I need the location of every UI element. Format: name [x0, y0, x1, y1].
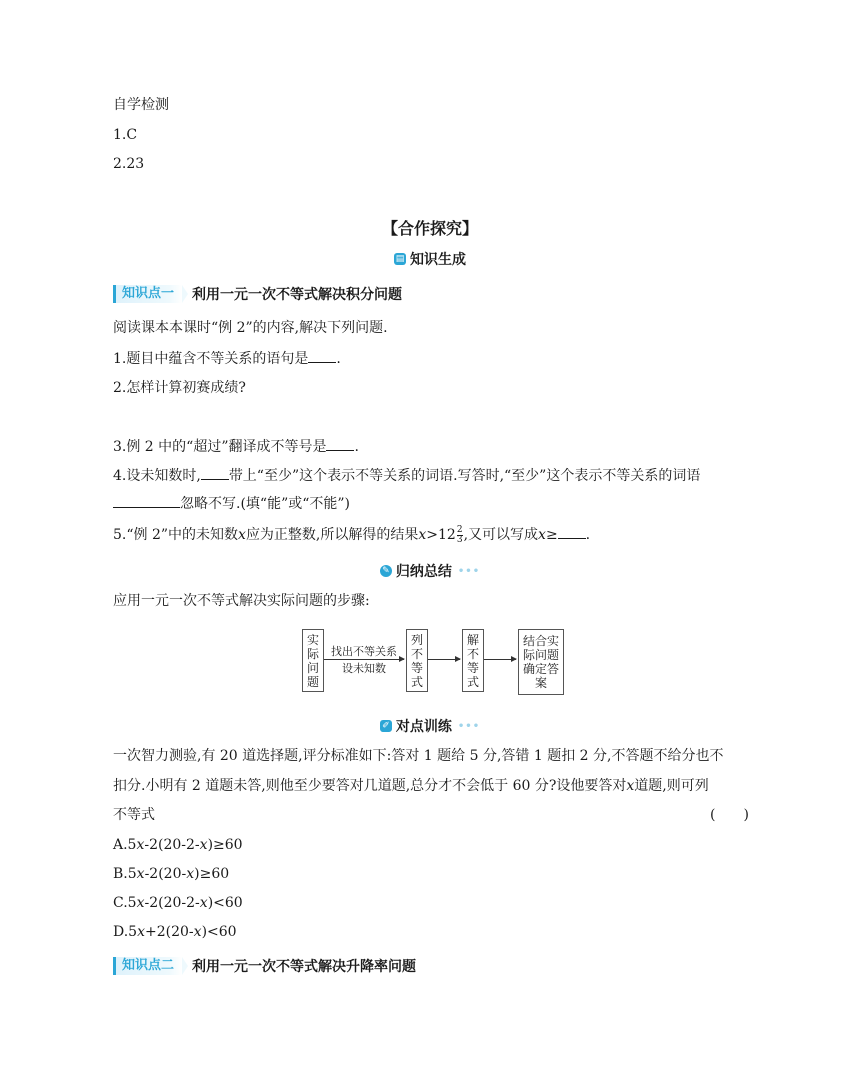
q4-blank-1[interactable]	[201, 465, 229, 480]
flow-arrow-3	[484, 659, 516, 660]
q4-blank-2[interactable]	[113, 493, 180, 508]
answer-1: 1.C	[113, 127, 138, 143]
q4-b: 带上“至少”这个表示不等关系的词语.写答时,“至少”这个表示不等关系的词语	[228, 468, 701, 484]
knowledge-point-2	[113, 955, 416, 977]
q5-b: 应为正整数,所以解得的结果	[245, 527, 419, 543]
flow-step-write-inequality: 列 不 等 式	[406, 629, 428, 692]
practice-heading	[0, 716, 860, 736]
q3-text: 3.例 2 中的“超过”翻译成不等号是	[113, 439, 327, 455]
flow-arrow-2	[428, 659, 460, 660]
summary-text: 应用一元一次不等式解决实际问题的步骤:	[113, 593, 370, 609]
kp1-intro: 阅读课本本课时“例 2”的内容,解决下列问题.	[113, 320, 388, 336]
kp1-title: 利用一元一次不等式解决积分问题	[192, 287, 403, 303]
problem-line-2: 扣分.小明有 2 道题未答,则他至少要答对几道题,总分才不会低于 60 分?设他要答对x道题,则可列	[113, 778, 709, 794]
q5-blank[interactable]	[558, 524, 586, 539]
q5-end: .	[585, 527, 591, 543]
flow-step-solve-inequality: 解 不 等 式	[462, 629, 484, 692]
flow-arrow-1-label-top: 找出不等关系	[331, 645, 397, 658]
question-4-line2	[113, 493, 350, 514]
q5-gt: >12	[426, 527, 456, 543]
kp2-badge: 知识点二	[113, 957, 182, 975]
summary-label: 归纳总结	[395, 564, 452, 580]
question-2: 2.怎样计算初赛成绩?	[113, 380, 246, 396]
knowledge-point-1	[113, 283, 402, 305]
self-check-title: 自学检测	[113, 97, 169, 113]
question-5	[113, 524, 590, 545]
option-d[interactable]: D.5x+2(20-x)<60	[113, 924, 237, 940]
answer-2: 2.23	[113, 156, 145, 172]
steps-flowchart	[298, 629, 564, 695]
answer-paren[interactable]: ( )	[710, 807, 749, 823]
dots-decoration: •••	[457, 720, 481, 732]
dots-decoration: •••	[457, 565, 481, 577]
problem-line-3: 不等式	[113, 807, 155, 823]
flow-arrow-1-label-bottom: 设未知数	[342, 662, 386, 675]
q1-text: 1.题目中蕴含不等关系的语句是	[113, 351, 309, 367]
q4-a: 4.设未知数时,	[113, 468, 201, 484]
problem-var: x	[626, 778, 635, 794]
q5-cmp: x	[418, 527, 427, 543]
summary-heading	[0, 561, 860, 581]
q5-c: ,又可以写成	[463, 527, 539, 543]
section-title: 【合作探究】	[381, 219, 478, 238]
kp1-badge: 知识点一	[113, 285, 182, 303]
option-b[interactable]: B.5x-2(20-x)≥60	[113, 866, 230, 882]
q5-ge: ≥	[545, 527, 558, 543]
option-c[interactable]: C.5x-2(20-2-x)<60	[113, 895, 243, 911]
problem-line-1: 一次智力测验,有 20 道选择题,评分标准如下:答对 1 题给 5 分,答错 1 题扣 2 分,不答题不给分也不	[113, 748, 724, 764]
knowledge-gen-heading	[0, 249, 860, 269]
q1-blank[interactable]	[308, 348, 336, 363]
q1-end: .	[336, 351, 341, 367]
q5-var: x	[238, 527, 246, 543]
flow-arrow-1	[324, 659, 404, 660]
q5-ge-var: x	[538, 527, 546, 543]
edit-icon: ✐	[380, 720, 392, 732]
q3-end: .	[354, 439, 359, 455]
question-1	[113, 348, 341, 369]
question-3	[113, 436, 359, 457]
q5-a: 5.“例 2”中的未知数	[113, 527, 239, 543]
q5-fraction: $\frac{2}{3}$	[456, 524, 463, 545]
q3-blank[interactable]	[326, 436, 354, 451]
pen-icon: ✎	[380, 565, 392, 577]
question-4-line1	[113, 465, 700, 486]
practice-label: 对点训练	[395, 719, 452, 735]
book-icon: ▤	[395, 254, 405, 264]
kp2-title: 利用一元一次不等式解决升降率问题	[192, 959, 417, 975]
flow-step-real-problem: 实 际 问 题	[302, 629, 324, 692]
option-a[interactable]: A.5x-2(20-2-x)≥60	[113, 837, 243, 853]
flow-step-determine-answer: 结合实 际问题 确定答 案	[518, 629, 564, 695]
knowledge-gen-label: 知识生成	[410, 252, 466, 268]
q4-c: 忽略不写.(填“能”或“不能”)	[180, 496, 351, 512]
